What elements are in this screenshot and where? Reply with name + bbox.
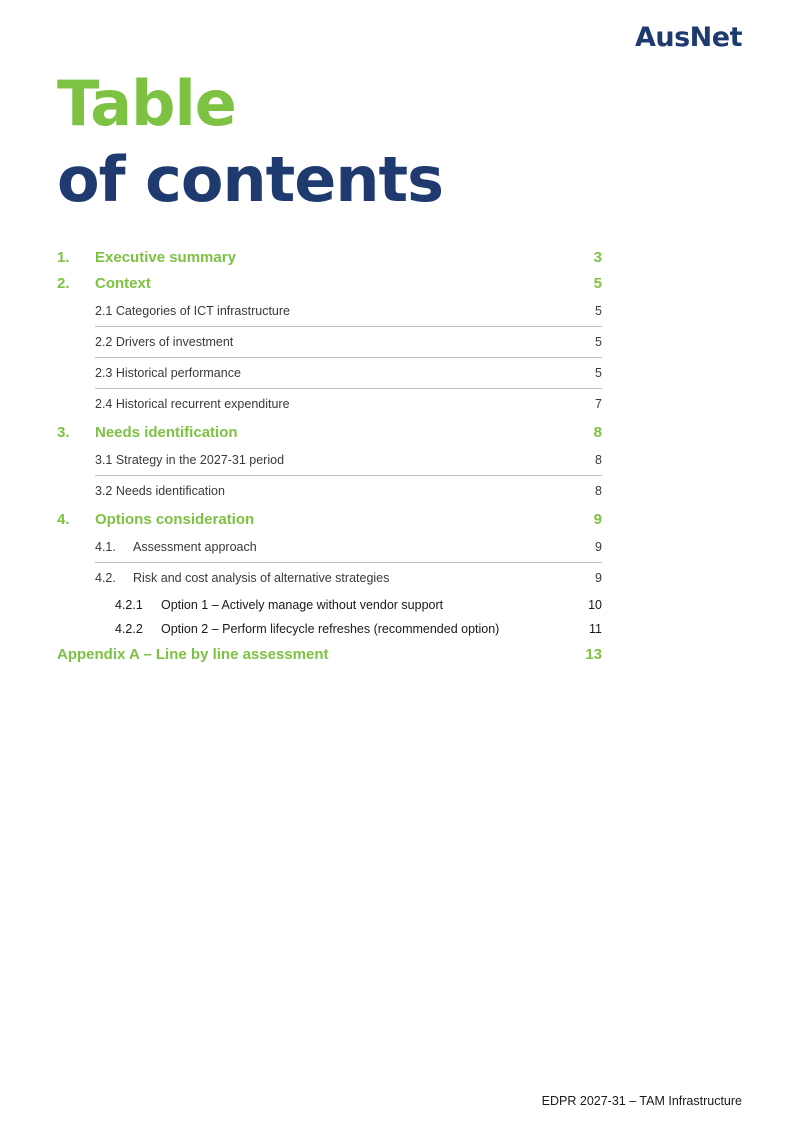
toc-entry-assessment-approach[interactable] xyxy=(95,532,602,563)
section-label: 3.1 Strategy in the 2027-31 period xyxy=(95,453,285,467)
toc-entry-strategy-2027-31[interactable] xyxy=(95,445,602,476)
page-title xyxy=(57,66,443,218)
section-number: 4.1. xyxy=(95,540,116,554)
section-label: 3.2 Needs identification xyxy=(95,484,225,498)
section-label: Option 1 – Actively manage without vendor support xyxy=(161,598,444,612)
section-number: 4.2. xyxy=(95,571,116,585)
toc-entry-historical-performance[interactable] xyxy=(95,358,602,389)
toc-entry-drivers-investment[interactable] xyxy=(95,327,602,358)
section-number: 2. xyxy=(57,274,70,292)
page-number: 11 xyxy=(589,622,602,636)
page-number: 9 xyxy=(595,540,602,554)
section-number: 4. xyxy=(57,510,70,528)
page-number: 8 xyxy=(595,453,602,467)
page-footer: EDPR 2027-31 – TAM Infrastructure xyxy=(541,1094,742,1108)
table-of-contents xyxy=(57,244,602,667)
page-number: 5 xyxy=(595,304,602,318)
page-number: 9 xyxy=(595,571,602,585)
section-label: 2.2 Drivers of investment xyxy=(95,335,234,349)
page-number: 5 xyxy=(595,366,602,380)
section-label: Assessment approach xyxy=(133,540,257,554)
ausnet-logo: AusNet xyxy=(634,22,742,53)
section-label: Option 2 – Perform lifecycle refreshes (recommended option) xyxy=(161,622,500,636)
section-label: Risk and cost analysis of alternative strategies xyxy=(133,571,390,585)
section-label: Context xyxy=(95,274,151,292)
title-line-2: of contents xyxy=(57,143,444,216)
toc-entry-executive-summary[interactable] xyxy=(57,244,602,270)
toc-entry-needs-identification-sub[interactable] xyxy=(95,476,602,506)
page-number: 8 xyxy=(593,423,602,441)
section-number: 3. xyxy=(57,423,70,441)
section-label: Needs identification xyxy=(95,423,238,441)
toc-entry-historical-recurrent-expenditure[interactable] xyxy=(95,389,602,419)
section-number: 4.2.2 xyxy=(115,622,143,636)
page-number: 3 xyxy=(593,248,602,266)
section-label: 2.3 Historical performance xyxy=(95,366,241,380)
toc-entry-option-2[interactable] xyxy=(115,617,602,641)
section-label: Options consideration xyxy=(95,510,255,528)
page-number: 8 xyxy=(595,484,602,498)
section-label: Appendix A – Line by line assessment xyxy=(57,645,329,663)
page-number: 10 xyxy=(588,598,602,612)
toc-entry-options-consideration[interactable] xyxy=(57,506,602,532)
toc-entry-risk-cost-analysis[interactable] xyxy=(95,563,602,593)
section-label: Executive summary xyxy=(95,248,236,266)
page-number: 5 xyxy=(593,274,602,292)
section-number: 1. xyxy=(57,248,70,266)
page-number: 9 xyxy=(593,510,602,528)
section-number: 4.2.1 xyxy=(115,598,143,612)
page-number: 13 xyxy=(585,645,602,663)
toc-entry-appendix-a[interactable] xyxy=(57,641,602,667)
page-number: 7 xyxy=(595,397,602,411)
section-label: 2.4 Historical recurrent expenditure xyxy=(95,397,290,411)
section-label: 2.1 Categories of ICT infrastructure xyxy=(95,304,290,318)
toc-entry-categories-ict[interactable] xyxy=(95,296,602,327)
title-line-1: Table xyxy=(57,67,236,140)
toc-entry-needs-identification[interactable] xyxy=(57,419,602,445)
toc-entry-context[interactable] xyxy=(57,270,602,296)
page-number: 5 xyxy=(595,335,602,349)
toc-entry-option-1[interactable] xyxy=(115,593,602,617)
